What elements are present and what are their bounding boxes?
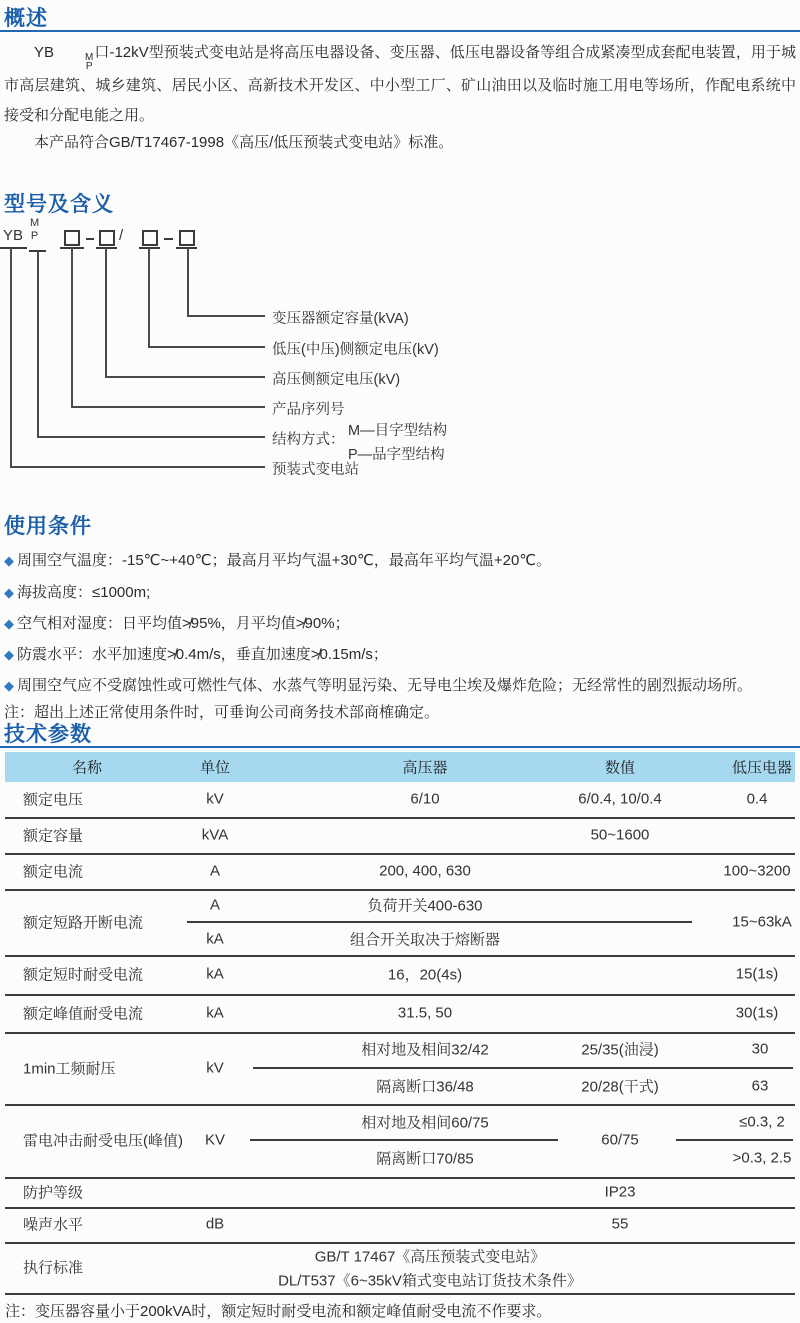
section-heading-overview: 概述 xyxy=(4,7,48,30)
sub-row-divider xyxy=(676,1139,793,1141)
section-heading-conditions: 使用条件 xyxy=(4,515,92,538)
label-serial-number: 产品序列号 xyxy=(272,402,345,418)
row-divider xyxy=(5,1242,795,1244)
cell-hv: 6/10 xyxy=(410,790,440,808)
sub-row-divider xyxy=(250,1139,558,1141)
specs-heading-rule xyxy=(0,746,800,748)
leader-line xyxy=(71,406,265,408)
section-heading-specs: 技术参数 xyxy=(4,723,92,746)
conditions-note: 注：超出上述正常使用条件时，可垂询公司商务技术部商榷确定。 xyxy=(4,704,440,721)
cell-lv: 15(1s) xyxy=(735,965,779,983)
col-header-value: 数值 xyxy=(604,759,636,777)
cell-value: 6/0.4, 10/0.4 xyxy=(578,790,662,808)
code-box-4 xyxy=(179,230,195,246)
code-series: YB xyxy=(3,227,24,244)
table-header-band xyxy=(5,752,795,782)
label-prefab-substation: 预装式变电站 xyxy=(272,462,359,478)
cell-unit: kA xyxy=(206,965,224,983)
diamond-bullet-icon xyxy=(4,646,17,663)
row-divider xyxy=(5,817,795,819)
leader-line xyxy=(187,248,189,316)
diamond-bullet-icon xyxy=(4,615,17,632)
cell-value-bottom: 20/28(干式) xyxy=(581,1078,659,1096)
model-mp-stack: M P xyxy=(85,52,94,72)
cell-hv-bottom: 组合开关取决于熔断器 xyxy=(349,931,501,949)
cell-value: 55 xyxy=(611,1215,629,1233)
cell-unit: kV xyxy=(206,1059,224,1077)
cell-unit: KV xyxy=(204,1131,226,1149)
row-divider xyxy=(5,1177,795,1179)
code-box-2 xyxy=(99,230,115,246)
leader-line xyxy=(10,248,12,467)
row-divider xyxy=(5,1032,795,1034)
dash-line xyxy=(86,238,94,240)
code-underline xyxy=(139,247,160,249)
condition-item: ◆ 防震水平：水平加速度≯0.4m/s，垂直加速度≯0.15m/s； xyxy=(4,643,796,664)
condition-item: ◆ 周围空气应不受腐蚀性或可燃性气体、水蒸气等明显污染、无导电尘埃及爆炸危险；无经常性的剧烈振动场所。 xyxy=(4,674,796,695)
row-name: 防护等级 xyxy=(23,1184,84,1202)
sub-row-divider xyxy=(253,1067,793,1069)
sub-row-divider xyxy=(187,921,692,923)
col-header-name: 名称 xyxy=(71,759,103,777)
overview-paragraph-2: 本产品符合GB/T17467-1998《高压/低压预装式变电站》标准。 xyxy=(34,134,454,151)
cell-lv: 15~63kA xyxy=(732,913,792,931)
row-divider xyxy=(5,1207,795,1209)
table-footnote: 注：变压器容量小于200kVA时，额定短时耐受电流和额定峰值耐受电流不作要求。 xyxy=(5,1303,552,1320)
code-structure-stack: M P xyxy=(30,217,40,242)
diamond-bullet-icon xyxy=(4,677,17,694)
table-bottom-border xyxy=(5,1293,795,1295)
cell-value: 60/75 xyxy=(601,1131,639,1149)
leader-line xyxy=(71,248,73,407)
row-divider xyxy=(5,1104,795,1106)
row-divider xyxy=(5,994,795,996)
cell-unit: kVA xyxy=(201,826,229,844)
cell-lv: 0.4 xyxy=(746,790,768,808)
row-name: 额定短时耐受电流 xyxy=(23,966,144,984)
row-divider xyxy=(5,889,795,891)
row-name: 额定电流 xyxy=(23,863,84,881)
dash-line xyxy=(164,238,173,240)
row-name: 额定短路开断电流 xyxy=(23,914,144,932)
cell-lv-top: 30 xyxy=(751,1040,769,1058)
cell-unit-bottom: kA xyxy=(206,930,224,948)
condition-item: ◆ 海拔高度：≤1000m; xyxy=(4,581,796,602)
leader-line xyxy=(187,315,265,317)
row-name: 噪声水平 xyxy=(23,1216,84,1234)
cell-hv-top: 相对地及相间60/75 xyxy=(361,1114,489,1132)
cell-value: IP23 xyxy=(604,1183,636,1201)
col-header-lv: 低压电器 xyxy=(731,759,793,777)
cell-value: 50~1600 xyxy=(590,826,650,844)
diamond-bullet-icon xyxy=(4,584,17,601)
cell-unit-top: A xyxy=(209,896,221,914)
leader-line xyxy=(148,346,265,348)
row-name: 额定容量 xyxy=(23,827,84,845)
row-name: 执行标准 xyxy=(23,1259,84,1277)
cell-hv: 200, 400, 630 xyxy=(379,862,471,880)
row-name: 额定电压 xyxy=(23,791,84,809)
label-structure-p: P—品字型结构 xyxy=(348,447,445,463)
cell-lv-bottom: 63 xyxy=(751,1077,769,1095)
leader-line xyxy=(10,466,265,468)
leader-line xyxy=(37,251,39,437)
condition-item: ◆ 周围空气温度：-15℃~+40℃；最高月平均气温+30℃，最高年平均气温+20℃。 xyxy=(4,549,796,570)
cell-value-top: 25/35(油浸) xyxy=(581,1041,659,1059)
condition-item: ◆ 空气相对湿度：日平均值≯95%，月平均值≯90%； xyxy=(4,612,796,633)
label-hv-voltage: 高压侧额定电压(kV) xyxy=(272,372,401,388)
row-name: 雷电冲击耐受电压(峰值) xyxy=(23,1132,183,1150)
cell-hv-bottom: 隔离断口70/85 xyxy=(376,1150,474,1168)
cell-hv-bottom: 隔离断口36/48 xyxy=(376,1078,474,1096)
row-divider xyxy=(5,955,795,957)
row-name: 额定峰值耐受电流 xyxy=(23,1005,144,1023)
cell-unit: A xyxy=(209,862,221,880)
model-prefix: YB xyxy=(34,44,55,61)
overview-heading-rule xyxy=(0,30,800,32)
overview-paragraph-1: YB M P 口-12kV型预装式变电站是将高压电器设备、变压器、低压电器设备等组合成紧凑型成套配电装置，用于城市高层建筑、城乡建筑、居民小区、高新技术开发区、中小型工厂、矿山油田以及临时施工用电等场所，作配电系统中接受和分配电能之用。 xyxy=(4,44,796,124)
label-lv-voltage: 低压(中压)侧额定电压(kV) xyxy=(272,342,439,358)
leader-line xyxy=(148,248,150,347)
specs-table xyxy=(5,752,795,1295)
cell-lv-bottom: >0.3, 2.5 xyxy=(732,1149,792,1167)
label-transformer-capacity: 变压器额定容量(kVA) xyxy=(272,311,409,327)
leader-line xyxy=(105,248,107,377)
cell-lv: 30(1s) xyxy=(735,1004,779,1022)
cell-hv: 31.5, 50 xyxy=(397,1004,453,1022)
col-header-unit: 单位 xyxy=(199,759,231,777)
cell-hv-top: 负荷开关400-630 xyxy=(367,897,483,915)
leader-line xyxy=(105,376,265,378)
section-heading-model: 型号及含义 xyxy=(4,193,114,216)
cell-unit: kV xyxy=(206,790,224,808)
code-slash: / xyxy=(119,227,124,244)
diamond-bullet-icon xyxy=(4,552,17,569)
cell-standard-line1: GB/T 17467《高压预装式变电站》 xyxy=(314,1248,546,1266)
cell-hv: 16，20(4s) xyxy=(387,966,463,984)
cell-standard-line2: DL/T537《6~35kV箱式变电站订货技术条件》 xyxy=(278,1272,582,1290)
cell-hv-top: 相对地及相间32/42 xyxy=(361,1041,489,1059)
cell-unit: kA xyxy=(206,1004,224,1022)
row-divider xyxy=(5,853,795,855)
cell-lv: 100~3200 xyxy=(723,862,791,880)
col-header-hv: 高压器 xyxy=(402,759,448,777)
label-structure-m: M—目字型结构 xyxy=(348,423,448,439)
leader-line xyxy=(37,436,265,438)
cell-unit: dB xyxy=(205,1215,225,1233)
cell-lv-top: ≤0.3, 2 xyxy=(739,1113,785,1131)
row-name: 1min工频耐压 xyxy=(23,1060,116,1078)
code-box-1 xyxy=(64,230,80,246)
code-box-3 xyxy=(142,230,158,246)
code-underline xyxy=(96,247,117,249)
label-structure-prefix: 结构方式： xyxy=(272,432,345,448)
code-underline xyxy=(0,247,27,249)
